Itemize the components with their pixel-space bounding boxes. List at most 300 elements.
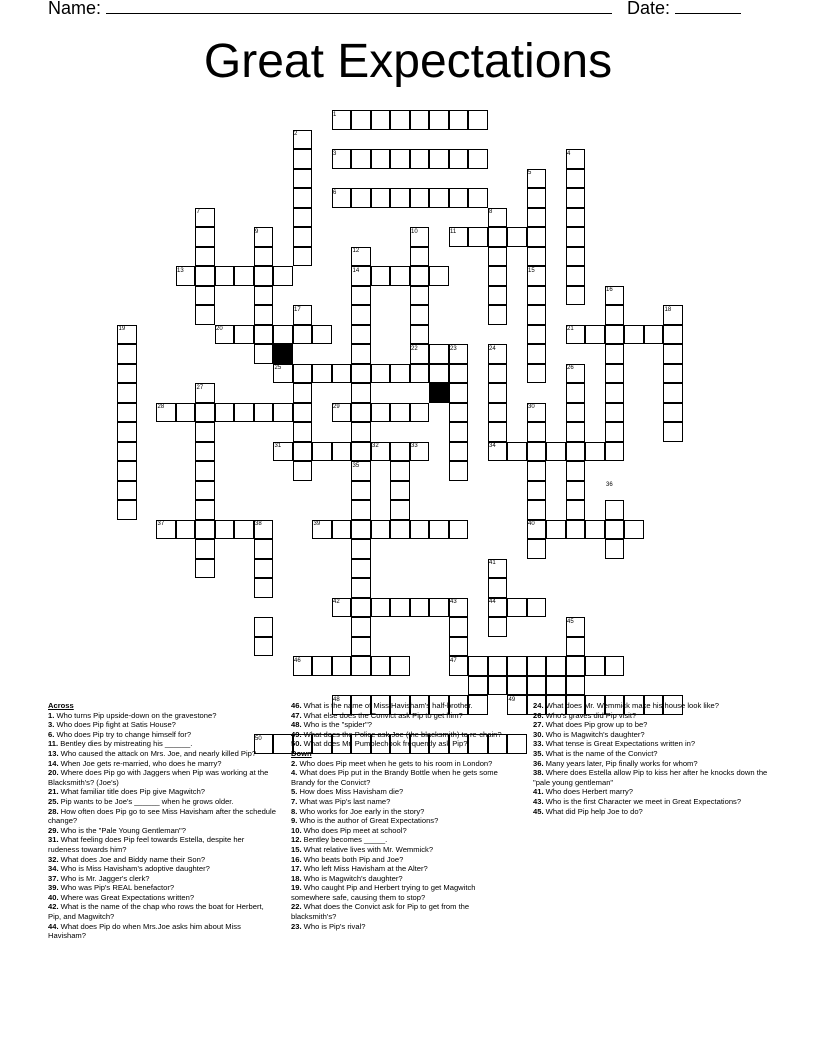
grid-cell[interactable] bbox=[527, 325, 547, 345]
grid-cell[interactable] bbox=[585, 520, 605, 540]
grid-cell[interactable] bbox=[390, 598, 410, 618]
down-heading: Down bbox=[291, 748, 312, 758]
grid-cell[interactable] bbox=[663, 344, 683, 364]
grid-cell[interactable] bbox=[566, 266, 586, 286]
grid-cell[interactable] bbox=[254, 325, 274, 345]
grid-cell[interactable] bbox=[449, 188, 469, 208]
grid-cell[interactable] bbox=[293, 442, 313, 462]
grid-cell[interactable] bbox=[605, 383, 625, 403]
grid-cell[interactable] bbox=[254, 403, 274, 423]
grid-cell[interactable] bbox=[624, 520, 644, 540]
grid-cell[interactable] bbox=[429, 520, 449, 540]
grid-cell[interactable] bbox=[234, 403, 254, 423]
clue bbox=[291, 864, 507, 874]
grid-cell[interactable] bbox=[566, 656, 586, 676]
grid-cell[interactable] bbox=[527, 500, 547, 520]
grid-cell[interactable] bbox=[566, 422, 586, 442]
grid-cell[interactable] bbox=[254, 539, 274, 559]
grid-cell[interactable] bbox=[351, 383, 371, 403]
grid-cell[interactable] bbox=[488, 383, 508, 403]
grid-cell[interactable] bbox=[293, 208, 313, 228]
grid-cell[interactable] bbox=[663, 422, 683, 442]
grid-block bbox=[273, 344, 293, 364]
grid-cell[interactable] bbox=[390, 461, 410, 481]
grid-cell[interactable] bbox=[566, 247, 586, 267]
grid-cell[interactable] bbox=[293, 325, 313, 345]
grid-cell[interactable] bbox=[605, 364, 625, 384]
grid-cell[interactable] bbox=[449, 637, 469, 657]
clue-number-16: 16 bbox=[606, 287, 613, 293]
clue-number-29: 29 bbox=[333, 404, 340, 410]
clue-number-2: 2 bbox=[294, 131, 298, 137]
grid-cell[interactable] bbox=[605, 442, 625, 462]
grid-cell[interactable] bbox=[293, 461, 313, 481]
grid-cell[interactable] bbox=[254, 266, 274, 286]
grid-cell[interactable] bbox=[117, 403, 137, 423]
grid-cell[interactable] bbox=[351, 422, 371, 442]
grid-cell[interactable] bbox=[117, 442, 137, 462]
clue-num: 40. bbox=[48, 892, 59, 902]
grid-cell[interactable] bbox=[449, 617, 469, 637]
grid-cell[interactable] bbox=[176, 520, 196, 540]
grid-cell[interactable] bbox=[566, 481, 586, 501]
grid-cell[interactable] bbox=[410, 110, 430, 130]
grid-cell[interactable] bbox=[390, 266, 410, 286]
grid-cell[interactable] bbox=[527, 442, 547, 462]
grid-cell[interactable] bbox=[566, 461, 586, 481]
clue bbox=[48, 883, 276, 893]
grid-cell[interactable] bbox=[488, 617, 508, 637]
grid-cell[interactable] bbox=[371, 598, 391, 618]
clue bbox=[533, 797, 773, 807]
clue-number-13: 13 bbox=[177, 267, 184, 274]
grid-cell[interactable] bbox=[449, 422, 469, 442]
clue-num: 12. bbox=[291, 835, 302, 845]
clue-number-21: 21 bbox=[567, 326, 574, 332]
clue-text: What does Pip grow up to be? bbox=[543, 720, 648, 730]
clue-num: 50. bbox=[291, 739, 302, 749]
clue-num: 23. bbox=[291, 921, 302, 931]
grid-cell[interactable] bbox=[215, 403, 235, 423]
grid-cell[interactable] bbox=[507, 598, 527, 618]
grid-cell[interactable] bbox=[585, 325, 605, 345]
clue-num: 37. bbox=[48, 873, 59, 883]
grid-cell[interactable] bbox=[546, 676, 566, 696]
grid-cell[interactable] bbox=[371, 520, 391, 540]
grid-cell[interactable] bbox=[429, 344, 449, 364]
grid-cell[interactable] bbox=[351, 559, 371, 579]
clue bbox=[48, 874, 276, 884]
grid-cell[interactable] bbox=[195, 539, 215, 559]
grid-cell[interactable] bbox=[195, 266, 215, 286]
clue bbox=[48, 759, 276, 769]
grid-cell[interactable] bbox=[566, 208, 586, 228]
grid-cell[interactable] bbox=[254, 637, 274, 657]
grid-cell[interactable] bbox=[195, 286, 215, 306]
grid-cell[interactable] bbox=[254, 305, 274, 325]
grid-cell[interactable] bbox=[546, 656, 566, 676]
clue-text: Who does Pip meet when he gets to his room in London? bbox=[297, 758, 493, 768]
grid-cell[interactable] bbox=[351, 149, 371, 169]
clue-text: Who does Herbert marry? bbox=[543, 787, 634, 797]
grid-cell[interactable] bbox=[527, 247, 547, 267]
grid-cell[interactable] bbox=[234, 520, 254, 540]
clue bbox=[291, 768, 507, 787]
grid-cell[interactable] bbox=[176, 403, 196, 423]
grid-cell[interactable] bbox=[351, 110, 371, 130]
clue bbox=[291, 845, 507, 855]
grid-cell[interactable] bbox=[527, 344, 547, 364]
grid-cell[interactable] bbox=[605, 403, 625, 423]
grid-cell[interactable] bbox=[566, 188, 586, 208]
grid-cell[interactable] bbox=[449, 149, 469, 169]
grid-cell[interactable] bbox=[351, 305, 371, 325]
grid-cell[interactable] bbox=[332, 364, 352, 384]
clue bbox=[48, 855, 276, 865]
grid-cell[interactable] bbox=[351, 325, 371, 345]
grid-cell[interactable] bbox=[390, 520, 410, 540]
down-clue-list bbox=[291, 759, 507, 932]
clue-text: How often does Pip go to see Miss Havisham after the schedule change? bbox=[48, 806, 276, 826]
grid-cell[interactable] bbox=[488, 247, 508, 267]
grid-cell[interactable] bbox=[663, 383, 683, 403]
grid-cell[interactable] bbox=[215, 266, 235, 286]
grid-cell[interactable] bbox=[488, 286, 508, 306]
grid-cell[interactable] bbox=[468, 227, 488, 247]
grid-cell[interactable] bbox=[293, 149, 313, 169]
clue-num: 14. bbox=[48, 758, 59, 768]
grid-cell[interactable] bbox=[449, 403, 469, 423]
grid-cell[interactable] bbox=[605, 500, 625, 520]
grid-cell[interactable] bbox=[351, 578, 371, 598]
grid-cell[interactable] bbox=[390, 149, 410, 169]
grid-cell[interactable] bbox=[527, 481, 547, 501]
grid-cell[interactable] bbox=[351, 637, 371, 657]
grid-cell[interactable] bbox=[429, 188, 449, 208]
grid-cell[interactable] bbox=[546, 442, 566, 462]
clue-num: 30. bbox=[533, 729, 544, 739]
grid-cell[interactable] bbox=[527, 208, 547, 228]
grid-cell[interactable] bbox=[410, 520, 430, 540]
grid-cell[interactable] bbox=[371, 110, 391, 130]
grid-cell[interactable] bbox=[390, 403, 410, 423]
grid-cell[interactable] bbox=[195, 422, 215, 442]
clue bbox=[48, 730, 276, 740]
grid-cell[interactable] bbox=[293, 247, 313, 267]
grid-cell[interactable] bbox=[117, 422, 137, 442]
clue bbox=[533, 730, 773, 740]
grid-cell[interactable] bbox=[410, 247, 430, 267]
grid-cell[interactable] bbox=[429, 364, 449, 384]
clue-number-4: 4 bbox=[567, 150, 571, 157]
grid-cell[interactable] bbox=[410, 266, 430, 286]
grid-cell[interactable] bbox=[566, 637, 586, 657]
grid-cell[interactable] bbox=[371, 188, 391, 208]
grid-cell[interactable] bbox=[371, 364, 391, 384]
grid-cell[interactable] bbox=[351, 500, 371, 520]
grid-cell[interactable] bbox=[663, 403, 683, 423]
grid-cell[interactable] bbox=[234, 266, 254, 286]
grid-cell[interactable] bbox=[195, 403, 215, 423]
grid-cell[interactable] bbox=[254, 247, 274, 267]
grid-cell[interactable] bbox=[254, 578, 274, 598]
grid-cell[interactable] bbox=[371, 149, 391, 169]
grid-cell[interactable] bbox=[371, 266, 391, 286]
grid-cell[interactable] bbox=[488, 227, 508, 247]
grid-cell[interactable] bbox=[527, 656, 547, 676]
grid-cell[interactable] bbox=[624, 325, 644, 345]
grid-cell[interactable] bbox=[410, 305, 430, 325]
grid-cell[interactable] bbox=[254, 617, 274, 637]
grid-cell[interactable] bbox=[546, 520, 566, 540]
grid-cell[interactable] bbox=[605, 539, 625, 559]
grid-cell[interactable] bbox=[527, 539, 547, 559]
clue-number-27: 27 bbox=[196, 384, 204, 391]
grid-cell[interactable] bbox=[585, 656, 605, 676]
grid-cell[interactable] bbox=[371, 403, 391, 423]
grid-cell[interactable] bbox=[585, 442, 605, 462]
grid-cell[interactable] bbox=[488, 676, 508, 696]
grid-cell[interactable] bbox=[527, 305, 547, 325]
grid-cell[interactable] bbox=[507, 656, 527, 676]
grid-cell[interactable] bbox=[351, 520, 371, 540]
grid-cell[interactable] bbox=[663, 325, 683, 345]
grid-cell[interactable] bbox=[312, 325, 332, 345]
grid-cell[interactable] bbox=[488, 578, 508, 598]
clue-text: Who's graves did Pip visit? bbox=[543, 710, 637, 720]
grid-cell[interactable] bbox=[293, 227, 313, 247]
grid-cell[interactable] bbox=[449, 364, 469, 384]
grid-cell[interactable] bbox=[254, 344, 274, 364]
grid-cell[interactable] bbox=[429, 110, 449, 130]
clue-text: Who is Pip's rival? bbox=[301, 921, 366, 931]
grid-cell[interactable] bbox=[566, 520, 586, 540]
clue-text: What is the name of the chap who rows the boat for Herbert, Pip, and Magwitch? bbox=[48, 902, 264, 922]
grid-cell[interactable] bbox=[527, 676, 547, 696]
grid-cell[interactable] bbox=[195, 559, 215, 579]
grid-cell[interactable] bbox=[488, 364, 508, 384]
clue-text: Bentley becomes _____. bbox=[301, 835, 388, 845]
grid-cell[interactable] bbox=[351, 344, 371, 364]
grid-cell[interactable] bbox=[312, 364, 332, 384]
grid-cell[interactable] bbox=[215, 520, 235, 540]
grid-cell[interactable] bbox=[332, 442, 352, 462]
grid-cell[interactable] bbox=[449, 442, 469, 462]
clue bbox=[533, 711, 773, 721]
grid-cell[interactable] bbox=[195, 520, 215, 540]
grid-cell[interactable] bbox=[371, 656, 391, 676]
grid-cell[interactable] bbox=[293, 383, 313, 403]
grid-cell[interactable] bbox=[605, 656, 625, 676]
clue-text: Who was Pip's REAL benefactor? bbox=[58, 883, 175, 893]
clues-column-2 bbox=[291, 701, 507, 931]
grid-cell[interactable] bbox=[410, 286, 430, 306]
grid-cell[interactable] bbox=[273, 403, 293, 423]
clue bbox=[291, 816, 507, 826]
grid-cell[interactable] bbox=[566, 403, 586, 423]
grid-cell[interactable] bbox=[293, 422, 313, 442]
grid-cell[interactable] bbox=[410, 364, 430, 384]
grid-cell[interactable] bbox=[527, 286, 547, 306]
grid-cell[interactable] bbox=[293, 188, 313, 208]
grid-cell[interactable] bbox=[527, 422, 547, 442]
grid-cell[interactable] bbox=[566, 442, 586, 462]
grid-cell[interactable] bbox=[273, 325, 293, 345]
clue-num: 19. bbox=[291, 883, 302, 893]
clue-text: What does Joe and Biddy name their Son? bbox=[58, 854, 206, 864]
clue-number-44: 44 bbox=[489, 599, 496, 605]
grid-cell[interactable] bbox=[117, 500, 137, 520]
grid-cell[interactable] bbox=[566, 676, 586, 696]
grid-cell[interactable] bbox=[234, 325, 254, 345]
grid-cell[interactable] bbox=[351, 286, 371, 306]
grid-cell[interactable] bbox=[390, 110, 410, 130]
grid-cell[interactable] bbox=[410, 403, 430, 423]
grid-cell[interactable] bbox=[527, 598, 547, 618]
clue-num: 5. bbox=[291, 787, 298, 797]
grid-cell[interactable] bbox=[195, 442, 215, 462]
grid-cell[interactable] bbox=[390, 656, 410, 676]
grid-cell[interactable] bbox=[293, 169, 313, 189]
clue-num: 45. bbox=[533, 806, 544, 816]
grid-cell[interactable] bbox=[312, 656, 332, 676]
clue-text: Who caught Pip and Herbert trying to get Magwitch somewhere safe, causing them to stop? bbox=[291, 883, 476, 902]
grid-cell[interactable] bbox=[488, 305, 508, 325]
grid-cell[interactable] bbox=[449, 110, 469, 130]
clue bbox=[291, 835, 507, 845]
grid-cell[interactable] bbox=[117, 383, 137, 403]
grid-cell[interactable] bbox=[410, 325, 430, 345]
grid-cell[interactable] bbox=[605, 520, 625, 540]
grid-cell[interactable] bbox=[293, 364, 313, 384]
clue-num: 21. bbox=[48, 787, 59, 797]
grid-cell[interactable] bbox=[527, 188, 547, 208]
grid-cell[interactable] bbox=[449, 383, 469, 403]
grid-cell[interactable] bbox=[332, 656, 352, 676]
grid-cell[interactable] bbox=[410, 598, 430, 618]
clue-text: When Joe gets re-married, who does he marry? bbox=[58, 758, 222, 768]
grid-cell[interactable] bbox=[527, 461, 547, 481]
grid-cell[interactable] bbox=[254, 286, 274, 306]
grid-cell[interactable] bbox=[351, 481, 371, 501]
grid-cell[interactable] bbox=[507, 227, 527, 247]
grid-cell[interactable] bbox=[488, 266, 508, 286]
across-heading: Across bbox=[48, 701, 74, 710]
clue-num: 7. bbox=[291, 796, 298, 806]
grid-cell[interactable] bbox=[195, 247, 215, 267]
clue-text: What does the Police ask Joe (the blacksmith) to re-chain? bbox=[301, 729, 502, 739]
grid-cell[interactable] bbox=[507, 676, 527, 696]
grid-cell[interactable] bbox=[273, 266, 293, 286]
grid-cell[interactable] bbox=[449, 520, 469, 540]
grid-cell[interactable] bbox=[468, 656, 488, 676]
clue-text: What tense is Great Expectations written in? bbox=[543, 739, 696, 749]
grid-cell[interactable] bbox=[312, 442, 332, 462]
grid-cell[interactable] bbox=[351, 598, 371, 618]
clue bbox=[48, 826, 276, 836]
grid-cell[interactable] bbox=[605, 344, 625, 364]
grid-cell[interactable] bbox=[527, 227, 547, 247]
grid-cell[interactable] bbox=[410, 188, 430, 208]
clue bbox=[48, 893, 276, 903]
grid-cell[interactable] bbox=[390, 442, 410, 462]
clue-number-24: 24 bbox=[489, 345, 496, 352]
grid-cell[interactable] bbox=[449, 461, 469, 481]
grid-cell[interactable] bbox=[488, 403, 508, 423]
grid-cell[interactable] bbox=[527, 364, 547, 384]
clue-num: 27. bbox=[533, 720, 544, 730]
grid-cell[interactable] bbox=[663, 364, 683, 384]
grid-cell[interactable] bbox=[195, 305, 215, 325]
grid-cell[interactable] bbox=[566, 500, 586, 520]
grid-cell[interactable] bbox=[605, 305, 625, 325]
grid-cell[interactable] bbox=[566, 227, 586, 247]
grid-cell[interactable] bbox=[195, 227, 215, 247]
grid-cell[interactable] bbox=[390, 188, 410, 208]
grid-cell[interactable] bbox=[351, 656, 371, 676]
grid-cell[interactable] bbox=[117, 364, 137, 384]
grid-cell[interactable] bbox=[605, 325, 625, 345]
grid-cell[interactable] bbox=[332, 520, 352, 540]
grid-cell[interactable] bbox=[507, 442, 527, 462]
grid-cell[interactable] bbox=[351, 364, 371, 384]
grid-cell[interactable] bbox=[468, 110, 488, 130]
clue bbox=[291, 730, 507, 740]
grid-cell[interactable] bbox=[605, 422, 625, 442]
grid-cell[interactable] bbox=[429, 149, 449, 169]
grid-cell[interactable] bbox=[117, 344, 137, 364]
grid-cell[interactable] bbox=[566, 383, 586, 403]
grid-cell[interactable] bbox=[390, 500, 410, 520]
clue-number-43: 43 bbox=[450, 599, 457, 605]
grid-cell[interactable] bbox=[566, 169, 586, 189]
grid-cell[interactable] bbox=[429, 598, 449, 618]
grid-cell[interactable] bbox=[429, 266, 449, 286]
grid-cell[interactable] bbox=[566, 286, 586, 306]
clue-number-23: 23 bbox=[450, 345, 457, 352]
grid-cell[interactable] bbox=[254, 559, 274, 579]
grid-cell[interactable] bbox=[488, 656, 508, 676]
grid-cell[interactable] bbox=[293, 403, 313, 423]
grid-cell[interactable] bbox=[351, 188, 371, 208]
grid-cell[interactable] bbox=[390, 481, 410, 501]
grid-cell[interactable] bbox=[410, 149, 430, 169]
grid-cell[interactable] bbox=[468, 188, 488, 208]
grid-cell[interactable] bbox=[195, 461, 215, 481]
grid-cell[interactable] bbox=[390, 364, 410, 384]
clue bbox=[533, 701, 773, 711]
grid-cell[interactable] bbox=[488, 422, 508, 442]
grid-cell[interactable] bbox=[351, 403, 371, 423]
grid-cell[interactable] bbox=[195, 500, 215, 520]
clue-text: Who is Mr. Jagger's clerk? bbox=[58, 873, 150, 883]
clue-num: 32. bbox=[48, 854, 59, 864]
grid-cell[interactable] bbox=[468, 676, 488, 696]
grid-cell[interactable] bbox=[117, 461, 137, 481]
clue-number-39: 39 bbox=[313, 521, 321, 527]
grid-cell[interactable] bbox=[351, 442, 371, 462]
grid-cell[interactable] bbox=[351, 617, 371, 637]
grid-cell[interactable] bbox=[507, 734, 527, 754]
grid-cell[interactable] bbox=[351, 539, 371, 559]
grid-cell[interactable] bbox=[644, 325, 664, 345]
grid-cell[interactable] bbox=[468, 149, 488, 169]
grid-cell[interactable] bbox=[195, 481, 215, 501]
clue-num: 49. bbox=[291, 729, 302, 739]
grid-cell[interactable] bbox=[117, 481, 137, 501]
clue-number-25: 25 bbox=[274, 365, 282, 371]
clue-text: What does Pip put in the Brandy Bottle when he gets some Brandy for the Convict? bbox=[291, 768, 498, 787]
